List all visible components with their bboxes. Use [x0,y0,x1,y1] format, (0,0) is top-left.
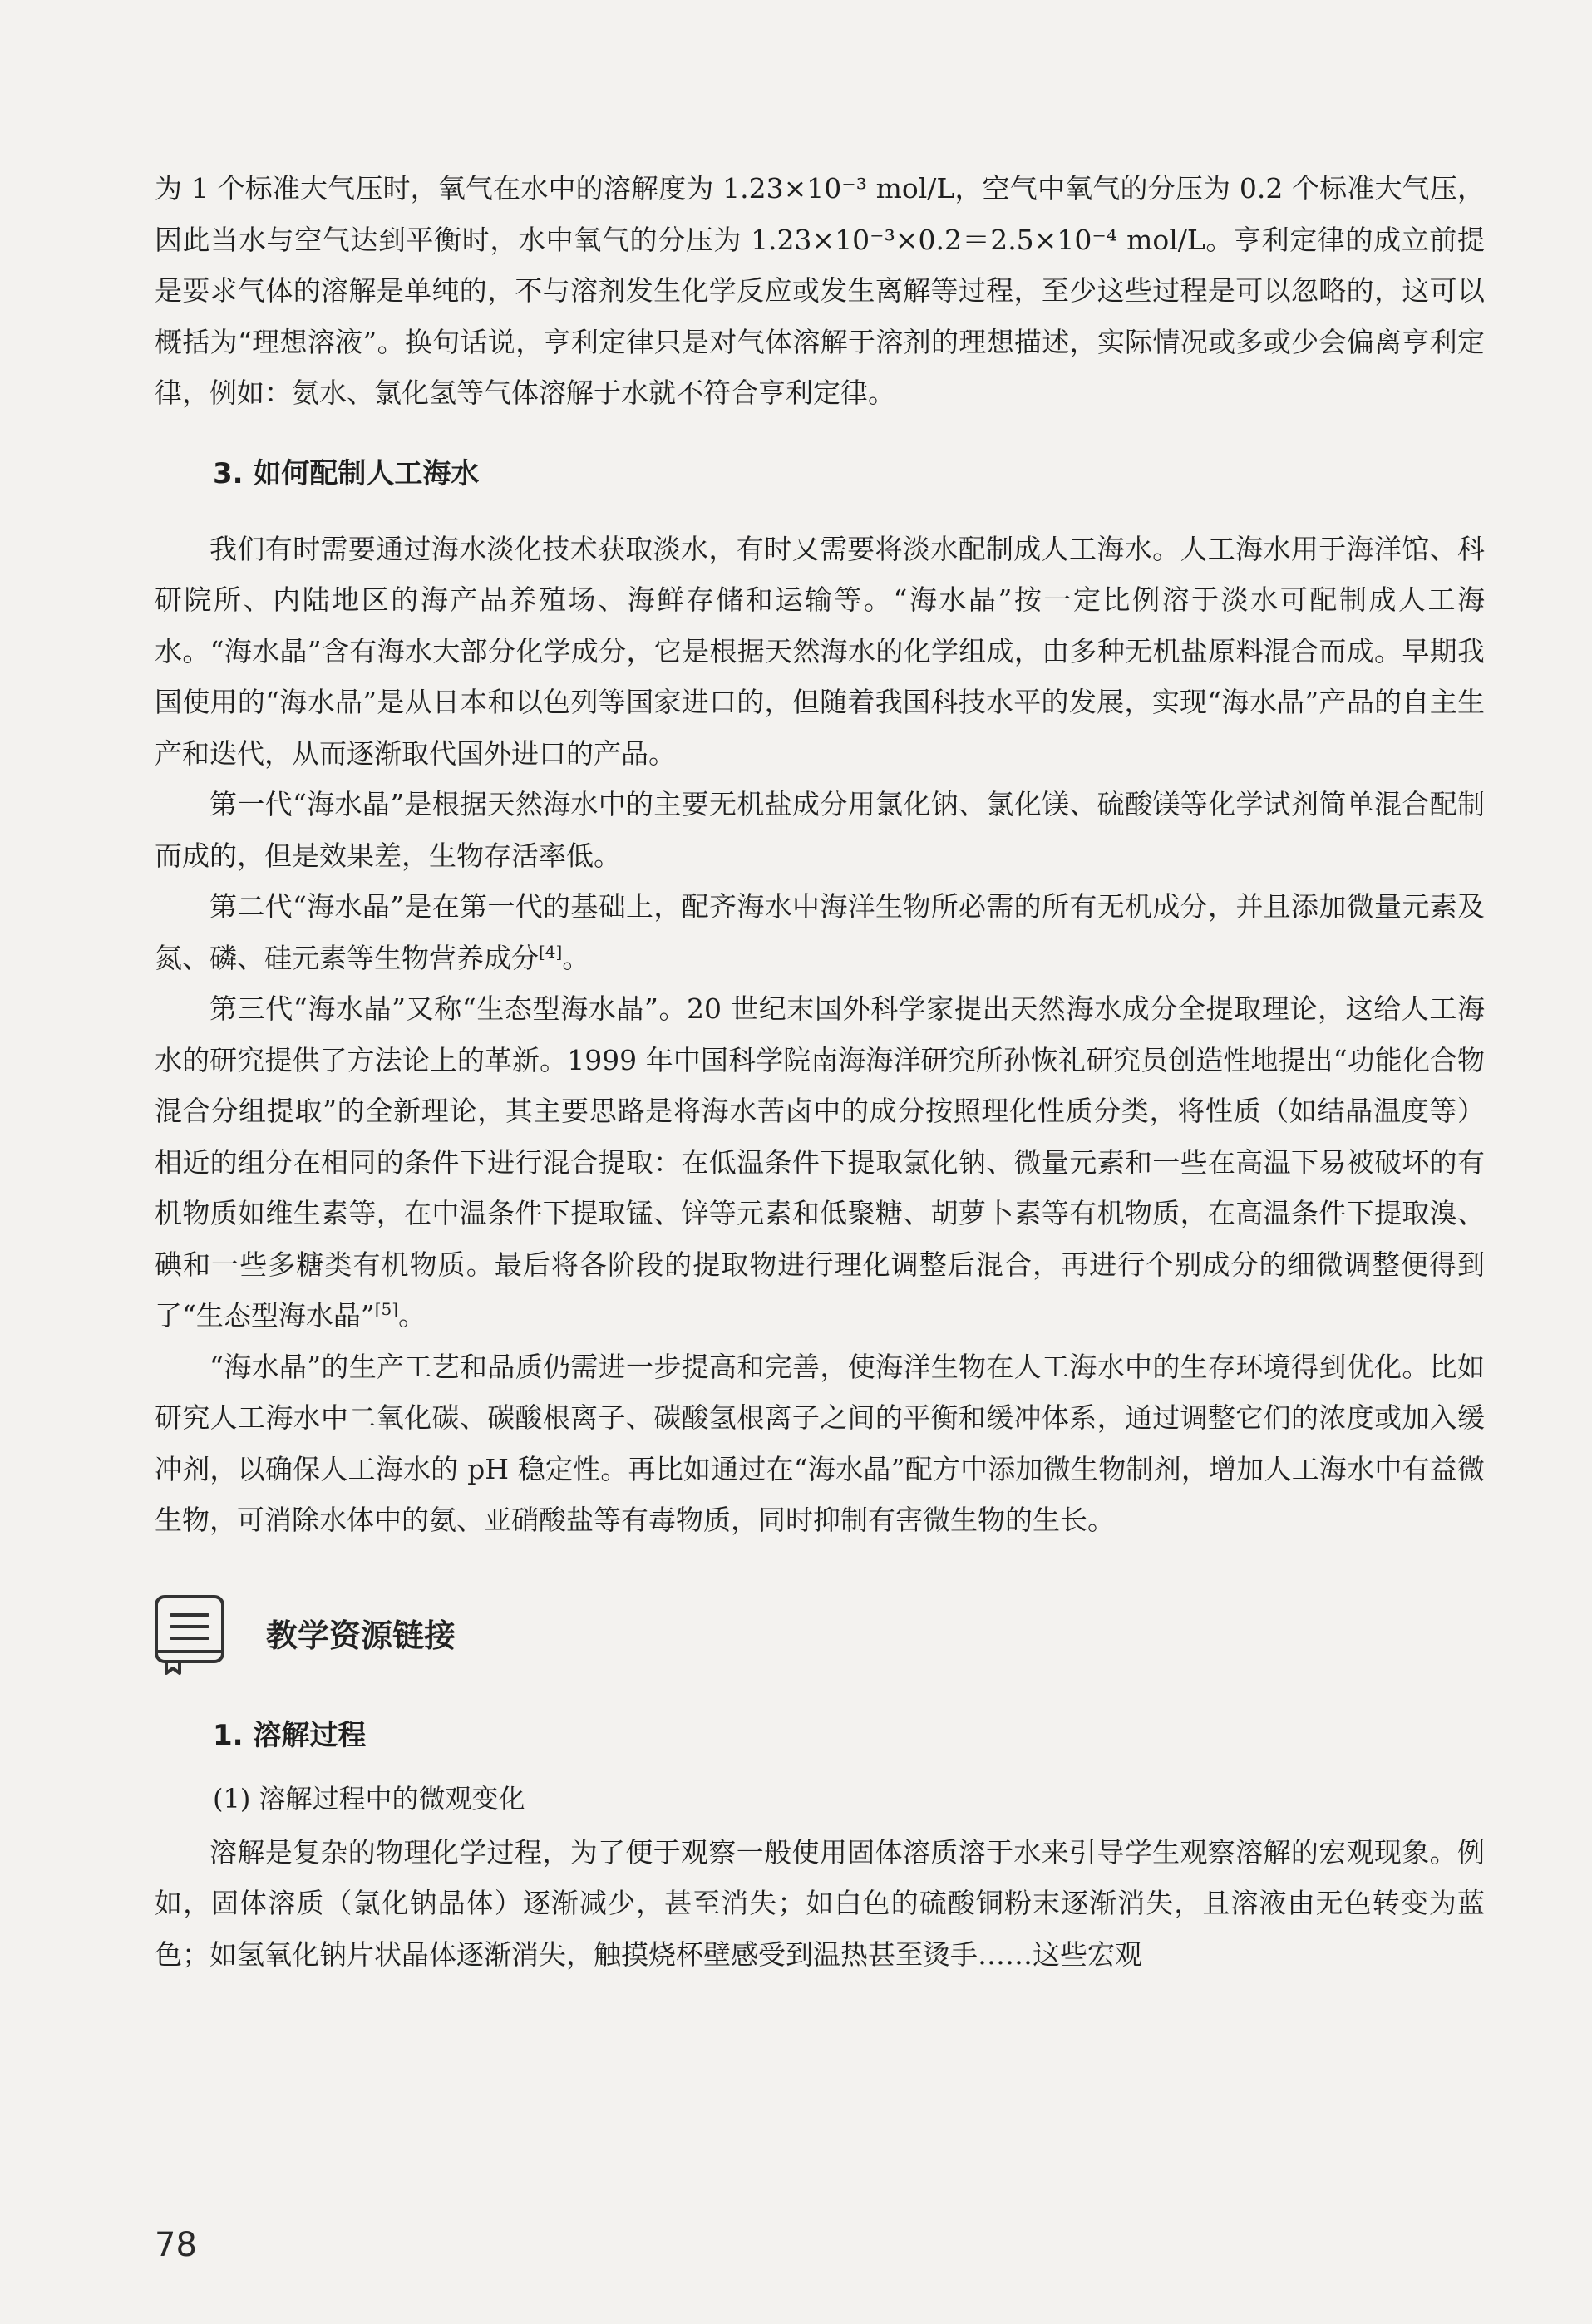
teaching-resources-banner [150,1588,1485,1679]
book-icon [150,1590,236,1677]
seawater-paragraph-4 [155,983,1485,1342]
seawater-paragraph-3 [155,881,1485,983]
seawater-paragraph-3-text: 第二代“海水晶”是在第一代的基础上，配齐海水中海洋生物所必需的所有无机成分，并且添加微量元素及氮、磷、硅元素等生物营养成分 [155,890,1485,974]
section-title-artificial-seawater: 3. 如何配制人工海水 [213,456,480,490]
seawater-paragraph-2: 第一代“海水晶”是根据天然海水中的主要无机盐成分用氯化钠、氯化镁、硫酸镁等化学试剂简单混合配制而成的，但是效果差，生物存活率低。 [155,788,1485,872]
resources-heading: 教学资源链接 [266,1617,456,1654]
page-content [155,163,1485,1980]
subsection-title-microscopic: (1) 溶解过程中的微观变化 [213,1782,525,1814]
henry-law-paragraph: 为 1 个标准大气压时，氧气在水中的溶解度为 1.23×10⁻³ mol/L，空气中氧气的分压为 0.2 个标准大气压，因此当水与空气达到平衡时，水中氧气的分压为 1.23×10⁻³×0.2＝2.5×10⁻⁴ mol/L。亨利定律的成立前提是要求气体的溶解是单纯的，不与溶剂发生化学反应或发生离解等过程，至少这些过程是可以忽略的，这可以概括为“理想溶液”。换句话说，亨利定律只是对气体溶解于溶剂的理想描述，实际情况或多或少会偏离亨利定律，例如：氨水、氯化氢等气体溶解于水就不符合亨利定律。 [155,172,1485,409]
dissolution-paragraph: 溶解是复杂的物理化学过程，为了便于观察一般使用固体溶质溶于水来引导学生观察溶解的宏观现象。例如，固体溶质（氯化钠晶体）逐渐减少，甚至消失；如白色的硫酸铜粉末逐渐消失，且溶液由无色转变为蓝色；如氢氧化钠片状晶体逐渐消失，触摸烧杯壁感受到温热甚至烫手……这些宏观 [155,1835,1485,1971]
seawater-paragraph-4-text: 第三代“海水晶”又称“生态型海水晶”。20 世纪末国外科学家提出天然海水成分全提取理论，这给人工海水的研究提供了方法论上的革新。1999 年中国科学院南海海洋研究所孙恢礼研究员创造性地提出“功能化合物混合分组提取”的全新理论，其主要思路是将海水苦卤中的成分按照理化性质分类，将性质（如结晶温度等）相近的组分在相同的条件下进行混合提取：在低温条件下提取氯化钠、微量元素和一些在高温下易被破坏的有机物质如维生素等，在中温条件下提取锰、锌等元素和低聚糖、胡萝卜素等有机物质，在高温条件下提取溴、碘和一些多糖类有机物质。最后将各阶段的提取物进行理化调整后混合，再进行个别成分的细微调整便得到了“生态型海水晶” [155,992,1485,1332]
section-title-dissolution: 1. 溶解过程 [213,1718,367,1752]
reference-4[interactable]: [4] [539,941,563,962]
seawater-paragraph-3-end: 。 [562,941,590,974]
seawater-paragraph-1: 我们有时需要通过海水淡化技术获取淡水，有时又需要将淡水配制成人工海水。人工海水用于海洋馆、科研院所、内陆地区的海产品养殖场、海鲜存储和运输等。“海水晶”按一定比例溶于淡水可配制成人工海水。“海水晶”含有海水大部分化学成分，它是根据天然海水的化学组成，由多种无机盐原料混合而成。早期我国使用的“海水晶”是从日本和以色列等国家进口的，但随着我国科技水平的发展，实现“海水晶”产品的自主生产和迭代，从而逐渐取代国外进口的产品。 [155,532,1485,770]
seawater-paragraph-5: “海水晶”的生产工艺和品质仍需进一步提高和完善，使海洋生物在人工海水中的生存环境得到优化。比如研究人工海水中二氧化碳、碳酸根离子、碳酸氢根离子之间的平衡和缓冲体系，通过调整它们的浓度或加入缓冲剂，以确保人工海水的 pH 稳定性。再比如通过在“海水晶”配方中添加微生物制剂，增加人工海水中有益微生物，可消除水体中的氨、亚硝酸盐等有毒物质，同时抑制有害微生物的生长。 [155,1350,1485,1536]
seawater-paragraph-4-end: 。 [398,1299,426,1332]
reference-5[interactable]: [5] [374,1299,399,1319]
page-number: 78 [155,2226,197,2264]
